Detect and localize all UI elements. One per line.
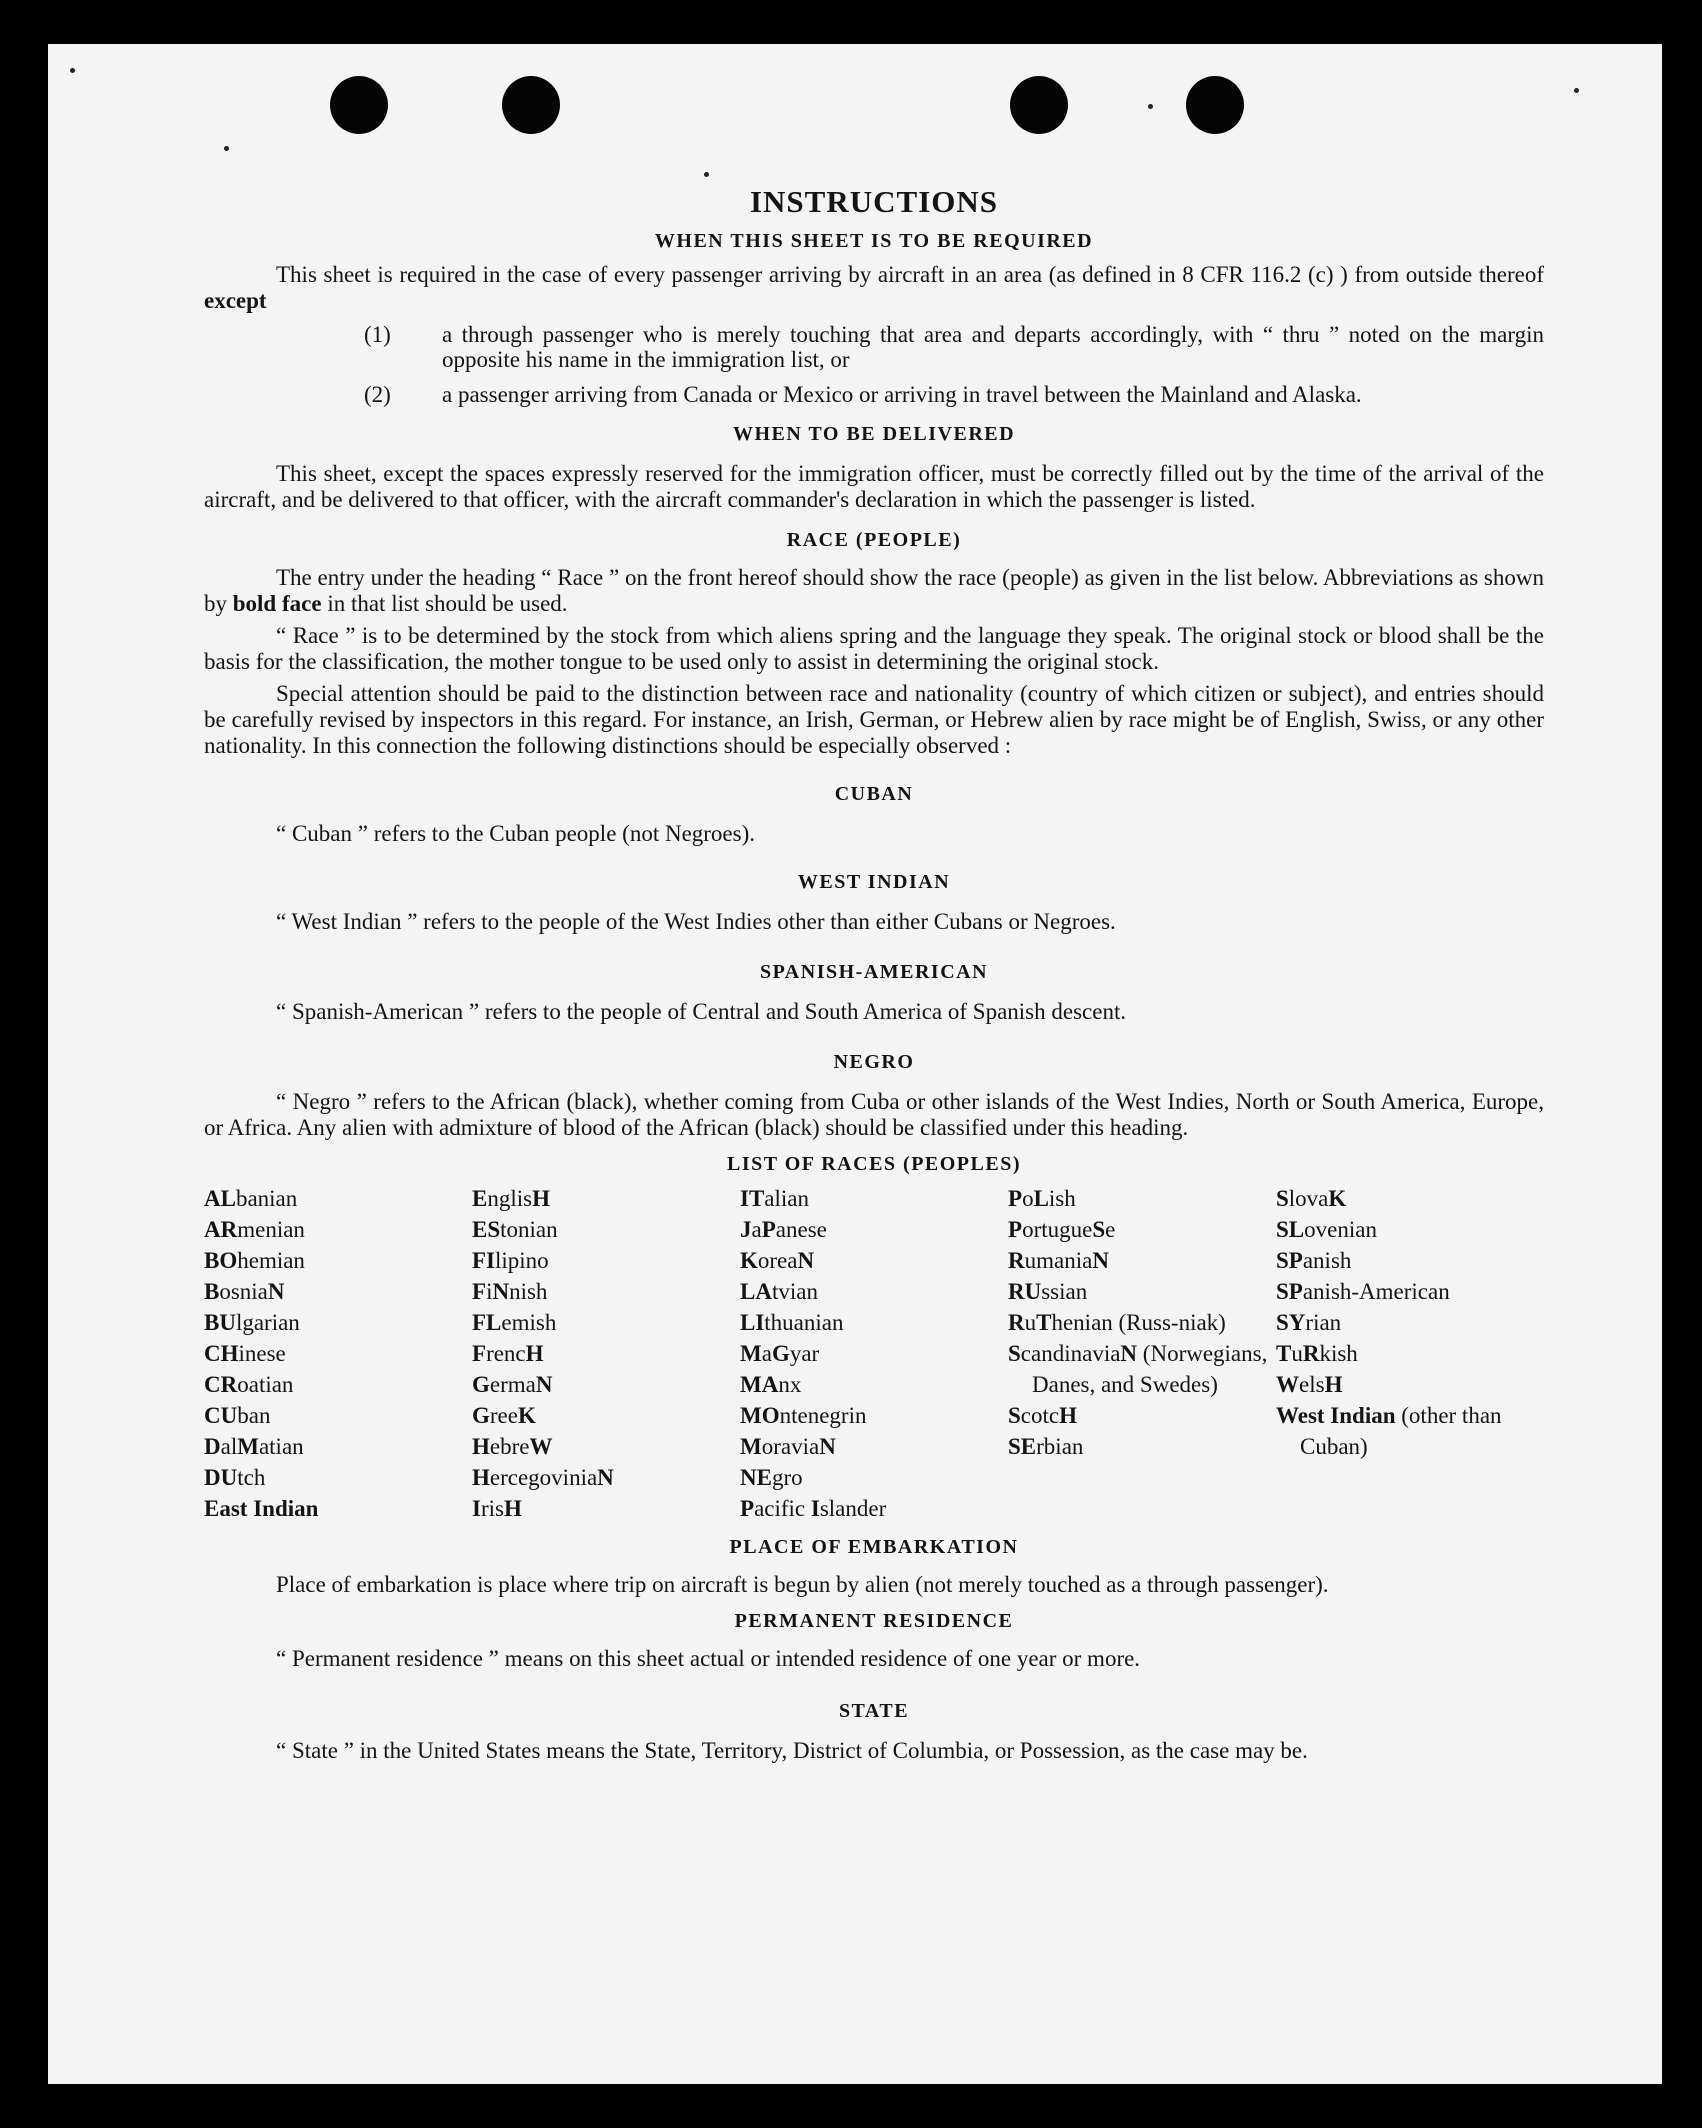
race-entry: MAnx [740,1372,802,1397]
race-entry: KoreaN [740,1248,815,1273]
race-entry: JaPanese [740,1217,827,1242]
race-entry: CHinese [204,1341,286,1366]
race-entry: FrencH [472,1341,544,1366]
race-paragraph-1: The entry under the heading “ Race ” on the front hereof should show the race (people) as given in the list below. Abbreviations as shown by bold face in that list should be used. [204,565,1544,616]
race-entry: DUtch [204,1465,266,1490]
spanish-american-text: “ Spanish-American ” refers to the people of Central and South America of Spanish descent. [276,999,1127,1024]
race-entry: MoraviaN [740,1434,836,1459]
speck [224,146,229,151]
race-paragraph-3: Special attention should be paid to the distinction between race and nationality (country of which citizen or subject), and entries should be carefully revised by inspectors in this regard. For instance, an Irish, German, or Hebrew alien by race might be of English, Swiss, or any other nationality. In this connection the following distinctions should be especially observed : [204,681,1544,758]
race-entry: RUssian [1008,1279,1088,1304]
speck [70,68,75,73]
race-entry: BosniaN [204,1279,285,1304]
race-entry: HercegoviniaN [472,1465,614,1490]
heading-race: RACE (PEOPLE) [786,529,962,551]
race-entry: BOhemian [204,1248,305,1273]
page-title: INSTRUCTIONS [749,184,998,219]
race-entry: FIlipino [472,1248,549,1273]
embarkation-text: Place of embarkation is place where trip on aircraft is begun by alien (not merely touched as a through passenger). [276,1572,1329,1597]
race-entry: HebreW [472,1434,553,1459]
punch-hole [1010,76,1068,134]
cuban-text: “ Cuban ” refers to the Cuban people (not Negroes). [276,821,756,846]
west-indian-text: “ West Indian ” refers to the people of the West Indies other than either Cubans or Negroes. [276,909,1116,934]
heading-cuban: CUBAN [834,783,914,805]
race-entry: GermaN [472,1372,553,1397]
heading-spanish-american: SPANISH-AMERICAN [759,961,989,983]
race-entry: LIthuanian [740,1310,844,1335]
heading-west-indian: WEST INDIAN [797,871,951,893]
race-list [204,1183,1544,1524]
document-page [48,44,1662,2084]
exception-item: (2) a passenger arriving from Canada or Mexico or arriving in travel between the Mainland and Alaska. [364,382,1362,407]
race-list-column [1008,1183,1276,1524]
race-entry: ScandinaviaN (Norwegians, Danes, and Swedes) [1008,1341,1268,1397]
race-entry: SPanish [1276,1248,1352,1273]
delivered-text: This sheet, except the spaces expressly reserved for the immigration officer, must be correctly filled out by the time of the arrival of the aircraft, and be delivered to that officer, with the aircraft commander's declaration in which the passenger is listed. [204,461,1544,512]
heading-required: WHEN THIS SHEET IS TO BE REQUIRED [654,230,1094,252]
race-entry: ALbanian [204,1186,298,1211]
race-entry: SErbian [1008,1434,1084,1459]
heading-embarkation: PLACE OF EMBARKATION [729,1536,1019,1558]
speck [704,172,709,177]
required-intro: This sheet is required in the case of every passenger arriving by aircraft in an area (as defined in 8 CFR 116.2 (c) ) from outside thereof except [204,262,1544,313]
race-entry: EStonian [472,1217,558,1242]
negro-text: “ Negro ” refers to the African (black), whether coming from Cuba or other islands of the West Indies, North or South America, Europe, or Africa. Any alien with admixture of blood of the African (black) should be classified under this heading. [204,1089,1544,1140]
instructions-content [204,184,1544,1764]
punch-hole [330,76,388,134]
race-list-column [740,1183,1008,1524]
race-entry: BUlgarian [204,1310,300,1335]
race-paragraph-2: “ Race ” is to be determined by the stock from which aliens spring and the language they speak. The original stock or blood shall be the basis for the classification, the mother tongue to be used only to assist in determining the original stock. [204,623,1544,674]
race-entry: East Indian [204,1496,319,1521]
race-entry: Pacific Islander [740,1496,887,1521]
race-entry: SPanish-American [1276,1279,1450,1304]
race-entry: WelsH [1276,1372,1343,1397]
residence-text: “ Permanent residence ” means on this sheet actual or intended residence of one year or more. [276,1646,1141,1671]
race-entry: RumaniaN [1008,1248,1109,1273]
race-entry: West Indian (other than Cuban) [1276,1403,1502,1459]
heading-negro: NEGRO [833,1051,915,1073]
race-entry: PoLish [1008,1186,1076,1211]
race-entry: IrisH [472,1496,522,1521]
heading-delivered: WHEN TO BE DELIVERED [732,423,1016,445]
race-list-column [472,1183,740,1524]
race-entry: EnglisH [472,1186,550,1211]
race-entry: ARmenian [204,1217,305,1242]
race-entry: NEgro [740,1465,803,1490]
race-entry: CRoatian [204,1372,294,1397]
heading-list-of-races: LIST OF RACES (PEOPLES) [726,1153,1021,1175]
punch-hole [502,76,560,134]
exception-item: (1) a through passenger who is merely touching that area and departs accordingly, with “ thru ” noted on the margin opposite his name in the immigration list, or [364,322,1544,372]
race-entry: GreeK [472,1403,536,1428]
race-entry: RuThenian (Russ-niak) [1008,1310,1226,1335]
race-entry: CUban [204,1403,271,1428]
race-entry: SLovenian [1276,1217,1377,1242]
race-entry: SYrian [1276,1310,1342,1335]
race-entry: ITalian [740,1186,809,1211]
race-entry: SlovaK [1276,1186,1347,1211]
heading-permanent-residence: PERMANENT RESIDENCE [734,1610,1014,1632]
race-entry: LAtvian [740,1279,818,1304]
race-entry: MOntenegrin [740,1403,867,1428]
race-entry: ScotcH [1008,1403,1077,1428]
race-list-column [204,1183,472,1524]
race-entry: FiNnish [472,1279,548,1304]
race-entry: MaGyar [740,1341,820,1366]
race-entry: TuRkish [1276,1341,1358,1366]
speck [1574,88,1579,93]
heading-state: STATE [838,1700,910,1722]
state-text: “ State ” in the United States means the State, Territory, District of Columbia, or Possession, as the case may be. [276,1738,1308,1763]
race-list-column [1276,1183,1544,1524]
speck [1148,104,1153,109]
race-entry: FLemish [472,1310,557,1335]
race-entry: DalMatian [204,1434,304,1459]
punch-hole [1186,76,1244,134]
race-entry: PortugueSe [1008,1217,1116,1242]
